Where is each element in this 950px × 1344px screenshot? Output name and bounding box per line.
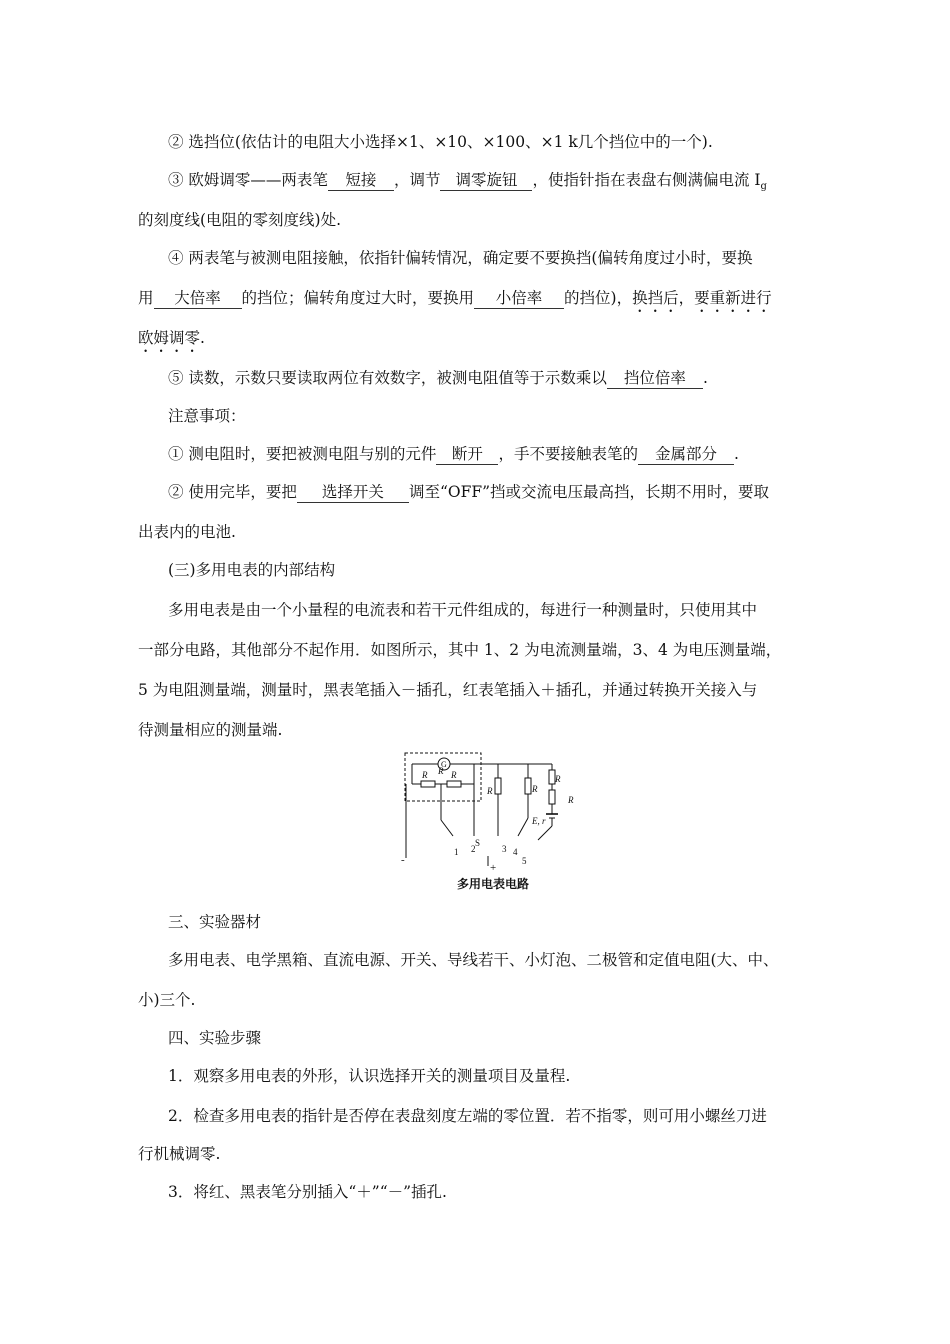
step-2-cont: 行机械调零. xyxy=(138,1145,221,1163)
terminal-3: 3 xyxy=(502,844,507,854)
sec3-line-4: 待测量相应的测量端. xyxy=(138,721,283,739)
minus-terminal: - xyxy=(401,854,405,866)
label-rg: R xyxy=(438,766,444,776)
plus-terminal: + xyxy=(490,862,497,874)
section-3-title: (三)多用电表的内部结构 xyxy=(168,561,336,579)
step-2: 2．检查多用电表的指针是否停在表盘刻度左端的零位置．若不指零，则可用小螺丝刀进 xyxy=(168,1107,767,1125)
blank-selector-switch: 选择开关 xyxy=(297,484,409,503)
label-r4: R xyxy=(532,784,538,794)
multimeter-circuit-diagram xyxy=(398,748,588,898)
note-1: ① 测电阻时，要把被测电阻与别的元件 断开 ，手不要接触表笔的 金属部分 . xyxy=(168,445,739,463)
label-r1: R xyxy=(422,770,428,780)
blank-small-mult: 小倍率 xyxy=(474,290,564,309)
resistor-r1 xyxy=(421,781,435,787)
blank-large-mult: 大倍率 xyxy=(154,290,242,309)
section-materials-title: 三、实验器材 xyxy=(168,913,262,931)
blank-zero-knob: 调零旋钮 xyxy=(440,172,532,191)
resistor-r4 xyxy=(525,778,531,794)
terminal-1: 1 xyxy=(454,847,459,857)
label-s: S xyxy=(475,838,481,848)
label-er: E, r xyxy=(532,816,546,826)
terminal-4: 4 xyxy=(513,847,518,857)
resistor-r6 xyxy=(549,790,555,804)
materials-line-1: 多用电表、电学黑箱、直流电源、开关、导线若干、小灯泡、二极管和定值电阻(大、中、 xyxy=(168,951,779,969)
materials-line-2: 小)三个. xyxy=(138,991,196,1009)
step-select-range: ② 选挡位(依估计的电阻大小选择×1、×10、×100、×1 k几个挡位中的一个). xyxy=(168,133,713,151)
terminal-5: 5 xyxy=(522,856,527,866)
figure-caption: 多用电表电路 xyxy=(456,877,530,891)
sec3-line-2: 一部分电路，其他部分不起作用．如图所示，其中 1、2 为电流测量端，3、4 为电压测量端， xyxy=(138,641,782,659)
terminal-2: 2 xyxy=(471,844,476,854)
sec3-line-1: 多用电表是由一个小量程的电流表和若干元件组成的，每进行一种测量时，只使用其中 xyxy=(168,601,758,619)
step-1: 1．观察多用电表的外形，认识选择开关的测量项目及量程. xyxy=(168,1067,571,1085)
resistor-r3 xyxy=(495,778,501,794)
notes-title: 注意事项： xyxy=(168,407,246,425)
label-r3: R xyxy=(487,786,493,796)
note-2-cont: 出表内的电池. xyxy=(138,523,236,541)
section-steps-title: 四、实验步骤 xyxy=(168,1029,262,1047)
step-3: 3．将红、黑表笔分别插入“＋”“－”插孔. xyxy=(168,1183,447,1201)
blank-short: 短接 xyxy=(328,172,394,191)
blank-multiplier: 挡位倍率 xyxy=(607,370,703,389)
resistor-r2 xyxy=(447,781,461,787)
step-switch-range-end: 欧姆调零. xyxy=(138,329,205,347)
label-r2: R xyxy=(451,770,457,780)
step-read: ⑤ 读数，示数只要读取两位有效数字，被测电阻值等于示数乘以 挡位倍率 . xyxy=(168,369,708,387)
blank-disconnect: 断开 xyxy=(436,446,498,465)
blank-metal-part: 金属部分 xyxy=(638,446,734,465)
g-label: G xyxy=(441,760,447,769)
sec3-line-3: 5 为电阻测量端，测量时，黑表笔插入－插孔，红表笔插入＋插孔，并通过转换开关接入与 xyxy=(138,681,758,699)
step-switch-range: ④ 两表笔与被测电阻接触，依指针偏转情况，确定要不要换挡(偏转角度过小时，要换 xyxy=(168,249,753,267)
label-r5: R xyxy=(555,774,561,784)
label-r6: R xyxy=(568,795,574,805)
step-ohm-zero: ③ 欧姆调零——两表笔 短接 ，调节 调零旋钮 ，使指针指在表盘右侧满偏电流 $I_g$ xyxy=(168,171,767,193)
note-2: ② 使用完毕，要把 选择开关 调至“OFF”挡或交流电压最高挡，长期不用时，要取 xyxy=(168,483,770,501)
step-switch-range-cont: 用 大倍率 的挡位；偏转角度过大时，要换用 小倍率 的挡位)，换挡后，要重新进行 xyxy=(138,289,772,307)
step-ohm-zero-cont: 的刻度线(电阻的零刻度线)处. xyxy=(138,211,342,229)
